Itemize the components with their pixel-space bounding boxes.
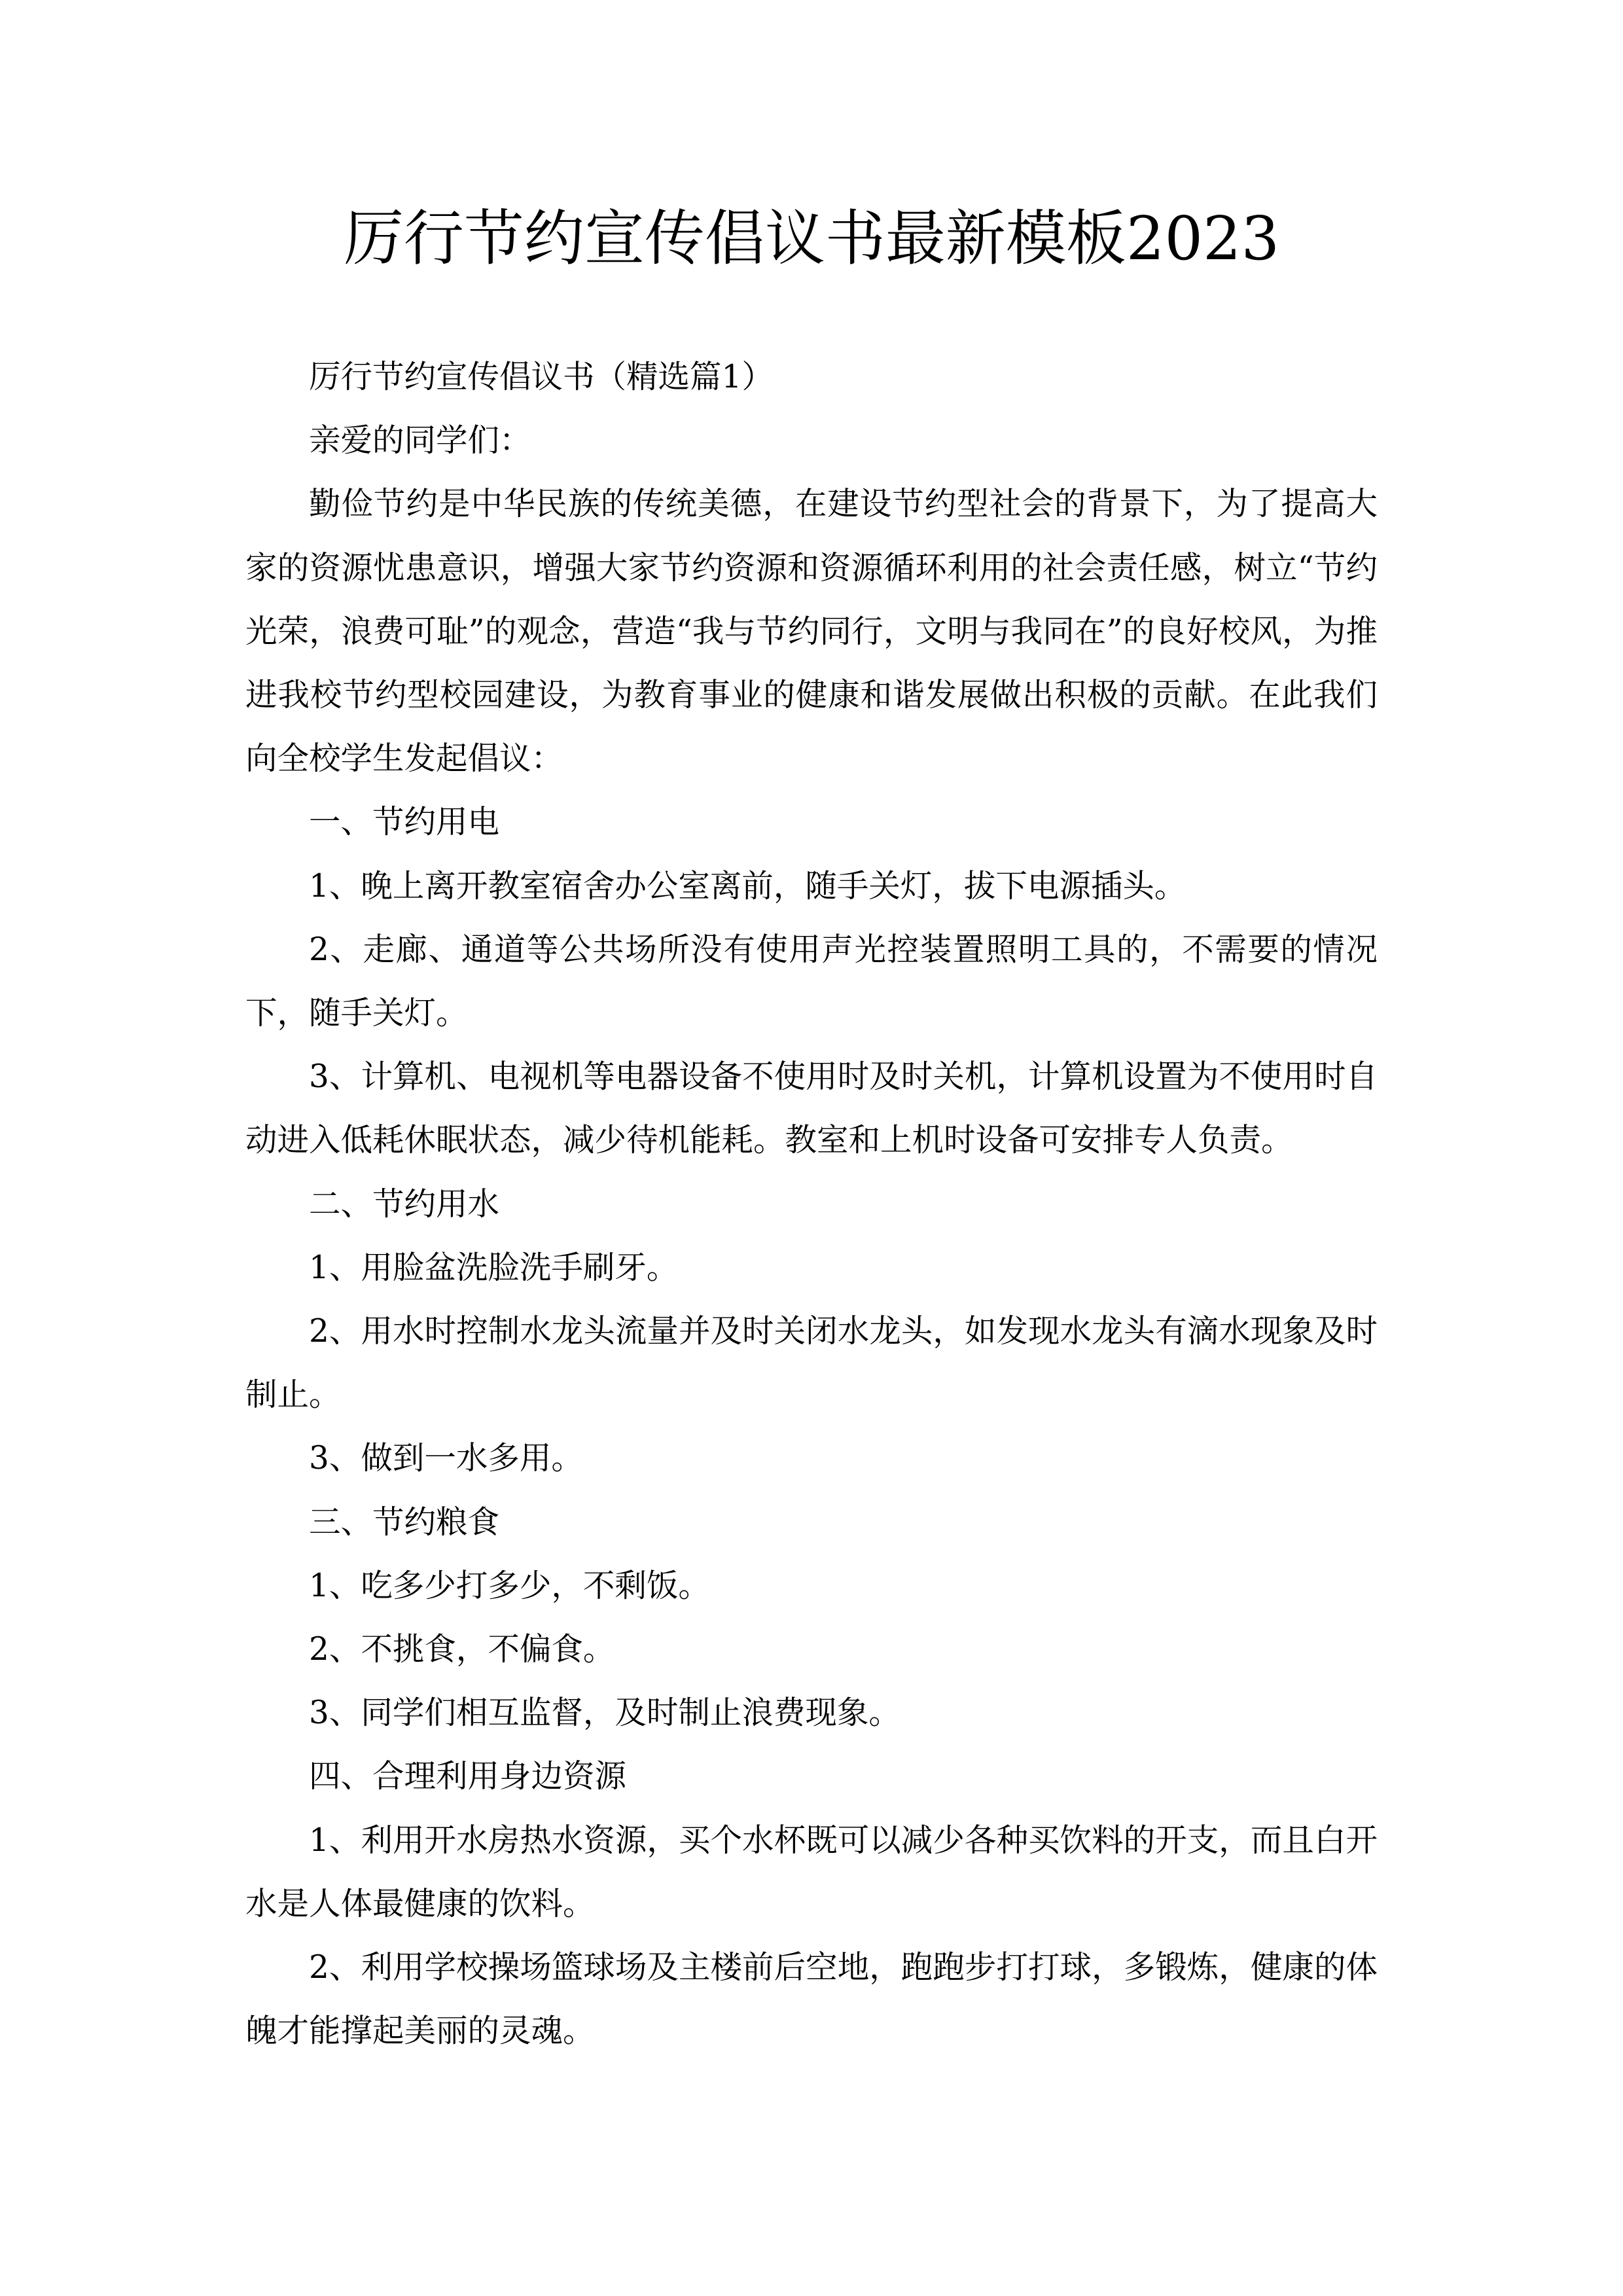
- section-heading-water: 二、节约用水: [309, 1185, 500, 1223]
- document-body: [245, 346, 1378, 2063]
- electricity-item-1: 1、晚上离开教室宿舍办公室离前，随手关灯，拔下电源插头。: [309, 867, 1186, 905]
- water-item-1: 1、用脸盆洗脸洗手刷牙。: [309, 1249, 679, 1286]
- resources-item-2: 2、利用学校操场篮球场及主楼前后空地，跑跑步打打球，多锻炼，健康的体魄才能撑起美丽的灵魂。: [245, 1949, 1378, 2050]
- section-heading-electricity: 一、节约用电: [309, 804, 500, 841]
- water-item-3: 3、做到一水多用。: [309, 1440, 583, 1477]
- electricity-item-3: 3、计算机、电视机等电器设备不使用时及时关机，计算机设置为不使用时自动进入低耗休眠状态，减少待机能耗。教室和上机时设备可安排专人负责。: [245, 1058, 1378, 1159]
- salutation: 亲爱的同学们：: [309, 422, 531, 459]
- food-item-1: 1、吃多少打多少，不剩饭。: [309, 1567, 710, 1604]
- food-item-3: 3、同学们相互监督，及时制止浪费现象。: [309, 1695, 901, 1732]
- food-item-2: 2、不挑食，不偏食。: [309, 1631, 615, 1668]
- water-item-2: 2、用水时控制水龙头流量并及时关闭水龙头，如发现水龙头有滴水现象及时制止。: [245, 1313, 1378, 1414]
- section-heading-selected: 厉行节约宣传倡议书（精选篇1）: [309, 359, 774, 395]
- resources-item-1: 1、利用开水房热水资源，买个水杯既可以减少各种买饮料的开支，而且白开水是人体最健康的饮料。: [245, 1821, 1378, 1922]
- intro-paragraph: 勤俭节约是中华民族的传统美德，在建设节约型社会的背景下，为了提高大家的资源忧患意识，增强大家节约资源和资源循环利用的社会责任感，树立“节约光荣，浪费可耻”的观念，营造“我与节约同行，文明与我同在”的良好校风，为推进我校节约型校园建设，为教育事业的健康和谐发展做出积极的贡献。在此我们向全校学生发起倡议：: [245, 486, 1378, 778]
- section-heading-resources: 四、合理利用身边资源: [309, 1758, 627, 1795]
- electricity-item-2: 2、走廊、通道等公共场所没有使用声光控装置照明工具的，不需要的情况下，随手关灯。: [245, 931, 1378, 1032]
- document-title: 厉行节约宣传倡议书最新模板2023: [343, 204, 1280, 274]
- section-heading-food: 三、节约粮食: [309, 1503, 500, 1541]
